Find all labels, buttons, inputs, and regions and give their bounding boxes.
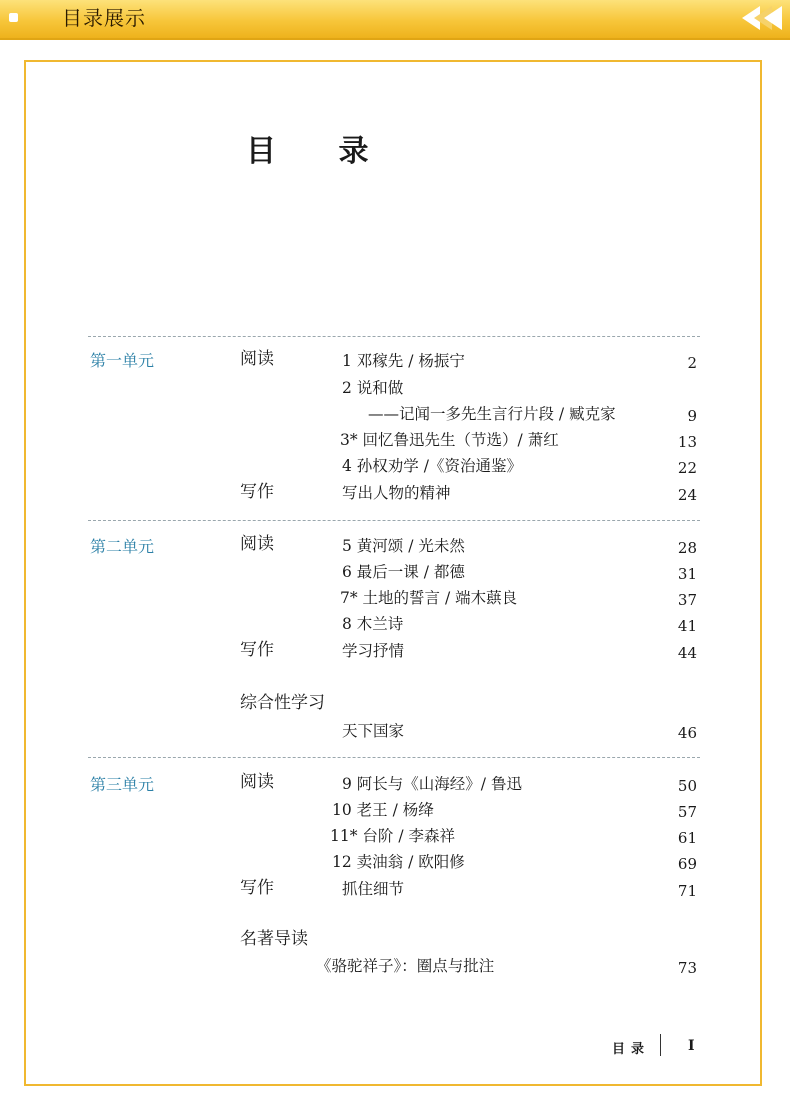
page-number: 71 (677, 882, 697, 900)
toc-entry[interactable]: 7* 土地的誓言 / 端木蕻良 (340, 589, 518, 607)
page-number: 9 (687, 407, 697, 425)
page-number: 61 (677, 829, 697, 847)
toc-entry[interactable]: 2 说和做 (342, 379, 404, 397)
page-number: 31 (677, 565, 697, 583)
banner-title: 目录展示 (62, 6, 146, 30)
unit-label: 第二单元 (90, 537, 155, 556)
page-number: 2 (687, 354, 697, 372)
toc-entry[interactable]: 抓住细节 (342, 880, 405, 898)
category-writing: 写作 (240, 878, 274, 898)
page-number: 37 (677, 591, 697, 609)
unit-divider (88, 336, 700, 337)
page-title: 目 录 (246, 134, 395, 169)
page-number: 50 (677, 777, 697, 795)
page-number: 22 (677, 459, 697, 477)
category-reading: 阅读 (240, 772, 274, 792)
category-writing: 写作 (240, 482, 274, 502)
header-banner (0, 0, 790, 40)
toc-entry[interactable]: 4 孙权劝学 /《资治通鉴》 (342, 457, 522, 475)
category-classic-reading: 名著导读 (240, 929, 308, 949)
page-number: 69 (677, 855, 697, 873)
toc-entry[interactable]: 1 邓稼先 / 杨振宁 (342, 352, 465, 370)
footer-divider (660, 1034, 661, 1056)
page-number: 44 (677, 644, 697, 662)
category-comprehensive: 综合性学习 (240, 693, 325, 713)
category-reading: 阅读 (240, 534, 274, 554)
toc-entry[interactable]: 学习抒情 (342, 642, 405, 660)
toc-entry[interactable]: 11* 台阶 / 李森祥 (330, 827, 455, 845)
page-number: 41 (677, 617, 697, 635)
page-number: 28 (677, 539, 697, 557)
unit-label: 第三单元 (90, 775, 155, 794)
footer-page-number: I (688, 1038, 695, 1054)
bullet-icon (9, 13, 18, 22)
toc-entry[interactable]: 写出人物的精神 (342, 484, 451, 502)
chevron-left-icon (764, 6, 782, 30)
unit-divider (88, 757, 700, 758)
page-number: 13 (677, 433, 697, 451)
toc-entry-subtitle[interactable]: ——记闻一多先生言行片段 / 臧克家 (368, 405, 616, 423)
page-number: 46 (677, 724, 697, 742)
footer-label: 目录 (612, 1042, 651, 1057)
toc-entry[interactable]: 5 黄河颂 / 光未然 (342, 537, 465, 555)
toc-entry[interactable]: 《骆驼祥子》：圈点与批注 (316, 957, 495, 975)
toc-entry[interactable]: 天下国家 (342, 722, 405, 740)
toc-entry[interactable]: 9 阿长与《山海经》/ 鲁迅 (342, 775, 522, 793)
unit-label: 第一单元 (90, 351, 155, 370)
page-number: 73 (677, 959, 697, 977)
category-reading: 阅读 (240, 349, 274, 369)
toc-entry[interactable]: 6 最后一课 / 都德 (342, 563, 465, 581)
toc-entry[interactable]: 8 木兰诗 (342, 615, 404, 633)
unit-divider (88, 520, 700, 521)
page-number: 24 (677, 486, 697, 504)
page-number: 57 (677, 803, 697, 821)
toc-entry[interactable]: 3* 回忆鲁迅先生（节选）/ 萧红 (340, 431, 559, 449)
category-writing: 写作 (240, 640, 274, 660)
toc-entry[interactable]: 10 老王 / 杨绛 (332, 801, 434, 819)
toc-entry[interactable]: 12 卖油翁 / 欧阳修 (332, 853, 465, 871)
